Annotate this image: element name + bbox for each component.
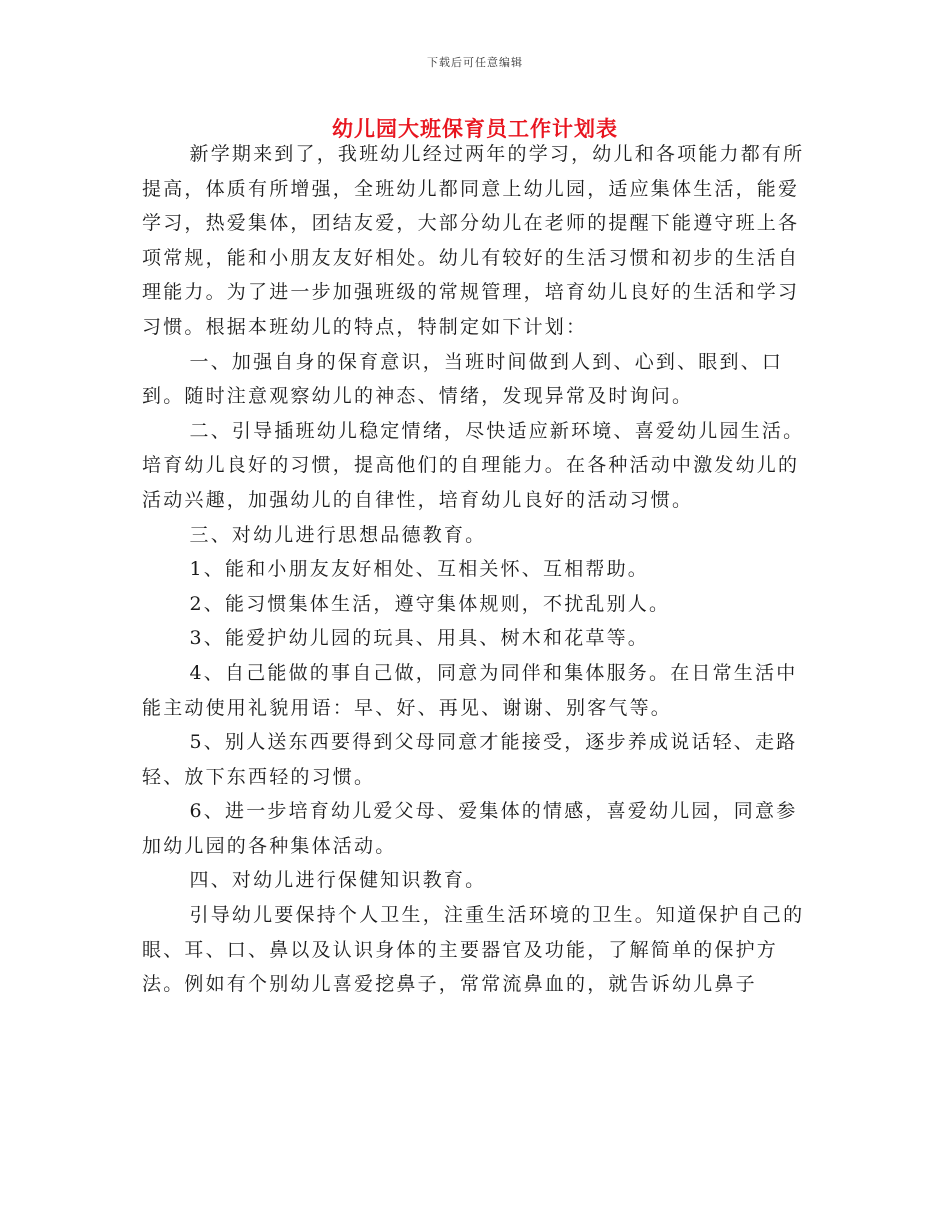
document-title: 幼儿园大班保育员工作计划表 <box>332 117 618 141</box>
paragraph-item-2: 2、能习惯集体生活，遵守集体规则，不扰乱别人。 <box>189 592 671 615</box>
paragraph-health: 引导幼儿要保持个人卫生，注重生活环境的卫生。知道保护自己的眼、耳、口、鼻以及认识身体的主要器官及功能，了解简单的保护方法。例如有个别幼儿喜爱挖鼻子，常常流鼻血的，就告诉幼儿鼻子 <box>142 904 805 996</box>
paragraph-section-2: 二、引导插班幼儿稳定情绪，尽快适应新环境、喜爱幼儿园生活。培育幼儿良好的习惯，提高他们的自理能力。在各种活动中激发幼儿的活动兴趣，加强幼儿的自律性，培育幼儿良好的活动习惯。 <box>142 419 805 511</box>
paragraph-item-3: 3、能爱护幼儿园的玩具、用具、树木和花草等。 <box>189 627 649 650</box>
paragraph-intro: 新学期来到了，我班幼儿经过两年的学习，幼儿和各项能力都有所提高，体质有所增强，全班幼儿都同意上幼儿园，适应集体生活，能爱学习，热爱集体，团结友爱，大部分幼儿在老师的提醒下能遵守班上各项常规，能和小朋友友好相处。幼儿有较好的生活习惯和初步的生活自理能力。为了进一步加强班级的常规管理，培育幼儿良好的生活和学习习惯。根据本班幼儿的特点，特制定如下计划： <box>142 143 805 338</box>
paragraph-section-1: 一、加强自身的保育意识，当班时间做到人到、心到、眼到、口到。随时注意观察幼儿的神态、情绪，发现异常及时询问。 <box>142 350 784 408</box>
paragraph-item-5: 5、别人送东西要得到父母同意才能接受，逐步养成说话轻、走路轻、放下东西轻的习惯。 <box>142 731 798 788</box>
paragraph-item-4: 4、自己能做的事自己做，同意为同伴和集体服务。在日常生活中能主动使用礼貌用语：早、好、再见、谢谢、别客气等。 <box>142 661 798 719</box>
paragraph-section-4: 四、对幼儿进行保健知识教育。 <box>189 869 487 892</box>
paragraph-item-1: 1、能和小朋友友好相处、互相关怀、互相帮助。 <box>189 558 649 581</box>
header-note: 下载后可任意编辑 <box>427 56 523 69</box>
paragraph-section-3: 三、对幼儿进行思想品德教育。 <box>189 523 487 546</box>
document-body <box>142 137 810 1002</box>
paragraph-item-6: 6、进一步培育幼儿爱父母、爱集体的情感，喜爱幼儿园，同意参加幼儿园的各种集体活动。 <box>142 800 798 857</box>
